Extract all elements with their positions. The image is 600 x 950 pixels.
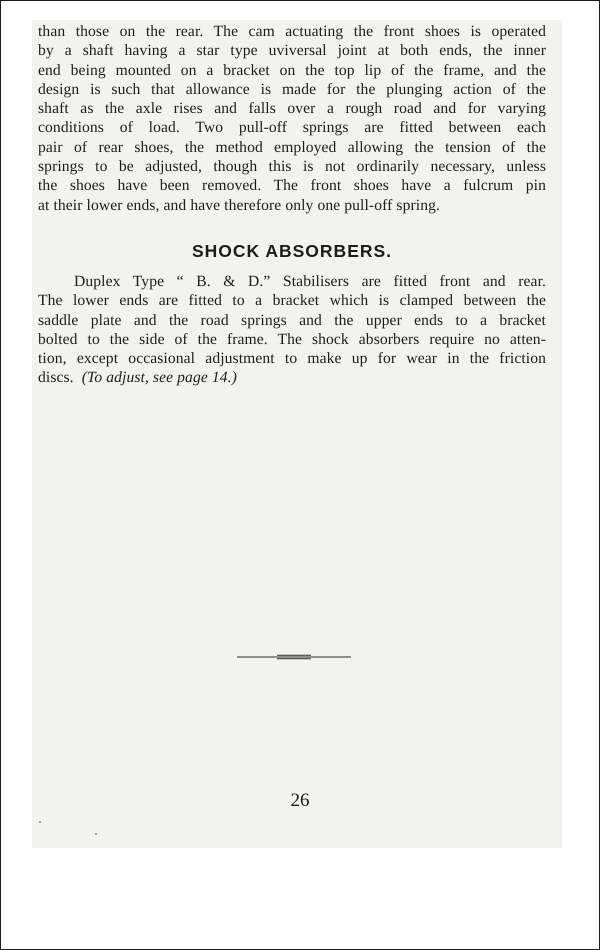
text-line: end being mounted on a bracket on the top lip of the frame, and the	[38, 61, 546, 79]
text-line-prefix: discs.	[38, 369, 82, 387]
text-line: by a shaft having a star type uviversal joint at both ends, the inner	[38, 42, 546, 60]
text-line: tion, except occasional adjustment to make up for wear in the friction	[38, 350, 546, 368]
scan-speck	[39, 821, 41, 823]
text-line: shaft as the axle rises and falls over a rough road and for varying	[38, 100, 546, 118]
text-line: pair of rear shoes, the method employed allowing the tension of the	[38, 138, 546, 156]
text-line: design is such that allowance is made for the plunging action of the	[38, 80, 546, 98]
page-number: 26	[290, 790, 310, 811]
paragraph-shock-absorbers	[38, 272, 546, 388]
text-line: Duplex Type “ B. & D.” Stabilisers are fitted front and rear.	[74, 273, 546, 290]
text-line-last	[38, 368, 546, 387]
section-heading: SHOCK ABSORBERS.	[191, 241, 393, 261]
text-line: bolted to the side of the frame. The shock absorbers require no atten-	[38, 330, 546, 348]
text-line: springs to be adjusted, though this is not ordinarily necessary, unless	[38, 158, 546, 176]
text-line: the shoes have been removed. The front shoes have a fulcrum pin	[38, 177, 546, 195]
text-line: than those on the rear. The cam actuating the front shoes is operated	[38, 23, 546, 40]
scan-speck	[95, 833, 97, 835]
paragraph-brakes	[38, 22, 546, 215]
text-line: The lower ends are fitted to a bracket which is clamped between the	[38, 292, 546, 310]
text-line: saddle plate and the road springs and the upper ends to a bracket	[38, 311, 546, 329]
divider-ornament	[237, 650, 351, 664]
page-reference: (To adjust, see page 14.)	[81, 369, 237, 387]
text-line: at their lower ends, and have therefore only one pull-off spring.	[38, 196, 440, 214]
text-line: conditions of load. Two pull-off springs are fitted between each	[38, 119, 546, 137]
